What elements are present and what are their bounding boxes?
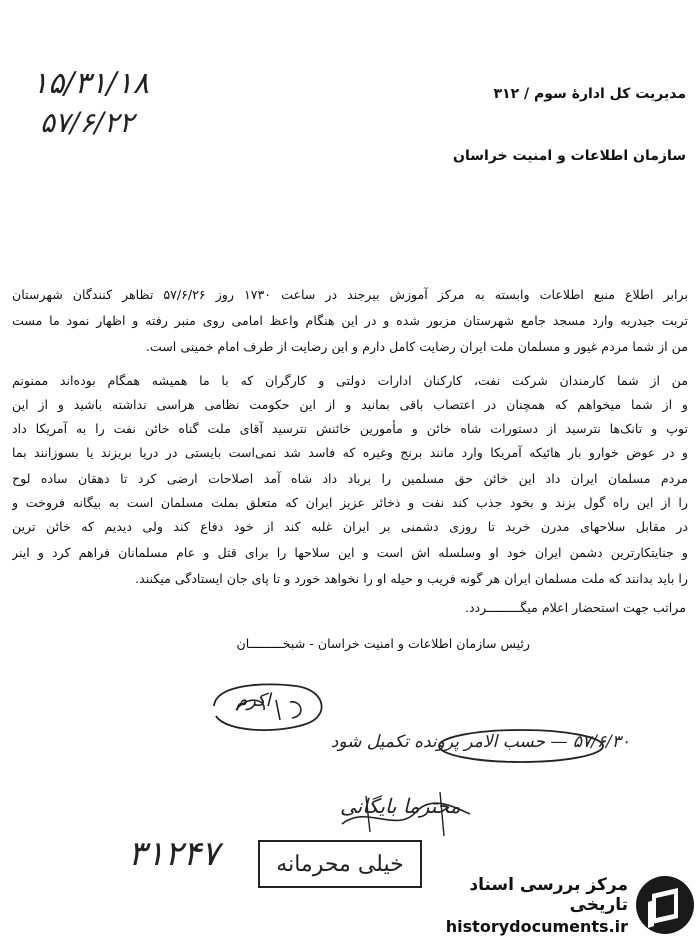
sender-line: سازمان اطلاعات و امنیت خراسان bbox=[453, 148, 686, 164]
body-line: و جنایتکارترین دشمن ایران خود او وسلسله اش است و این سلاحها را برای قتل و عام مسلمانان فراهم کرد و اینر bbox=[12, 545, 688, 560]
watermark-url: historydocuments.ir bbox=[445, 916, 628, 936]
body-line: مردم مسلمان ایران داد این خائن حق مسلمین را برباد داد شاه آمد اصلاحات ارضی کرد تا دهقان ساده لوح bbox=[12, 471, 688, 486]
doc-number-line2: ۵۷/۶/۲۲ bbox=[40, 106, 135, 139]
body-line: برابر اطلاع منبع اطلاعات وابسته به مرکز آموزش بیرجند در ساعت ۱۷۳۰ روز ۵۷/۶/۲۶ تظاهر کنندگان شهرستان bbox=[12, 287, 688, 302]
handwritten-signature: محترما بایگانی bbox=[340, 794, 461, 818]
handwritten-note: ۵۷/۶/۳۰ — حسب الامر پرونده تکمیل شود bbox=[330, 732, 630, 752]
recipient-line: مدیریت کل ادارهٔ سوم / ۳۱۲ bbox=[493, 86, 686, 102]
body-line: تربت جیدریه وارد مسجد جامع شهرستان مزبور شده و در این هنگام واعظ امامی روی منبر رفته و اظهار نمود ما مست bbox=[12, 313, 688, 328]
body-line: و از شما میخواهم که همچنان در اعتصاب باقی بمانید و از این حکومت نظامی هراسی نداشته باشید و از این bbox=[12, 397, 688, 412]
body-line: در مقابل سلاحهای مدرن خرید تا روزی دشمنی بر ایران غلبه کند از خود دفاع کند ولی دیدیم که خائن ترین bbox=[12, 519, 688, 534]
archive-number: ۳۱۲۴۷ bbox=[128, 834, 220, 874]
watermark bbox=[414, 868, 700, 942]
body-line: من از شما کارمندان شرکت نفت، کارکنان ادارات دولتی و کارگران که با ما همیشه همگام بوده‌اند ممنونم bbox=[12, 373, 688, 388]
closing-line: مراتب جهت استحضار اعلام میگـــــــــردد. bbox=[464, 600, 686, 615]
signature-title: رئیس سازمان اطلاعات و امنیت خراسان - شبخـــــــــان bbox=[236, 636, 530, 651]
body-line: توپ و تانک‌ها نترسید از دستورات شاه خائن و مأمورین خائنش نترسید آقای ملت گناه خائن نفت را به آمریکا داد bbox=[12, 421, 688, 436]
stamp-text: خیلی محرمانه bbox=[276, 851, 404, 877]
body-line: را باید بدانند که ملت مسلمان ایران هر گونه فریب و حیله او را نخواهد خورد و تا پای جان ایستادگی میکنند. bbox=[135, 571, 688, 586]
archive-logo-icon bbox=[634, 874, 696, 936]
classification-stamp bbox=[258, 840, 422, 888]
body-line: را از این راه گول بزند و بخود جذب کند نفت و ذخائر عزیز ایران که متعلق بملت مسلمان است به بیگانه فروخت و bbox=[12, 495, 688, 510]
signature-flourish-icon bbox=[336, 784, 476, 844]
initial-text: اکرم bbox=[236, 690, 271, 711]
doc-number-line1: ۱۵/۳۱/۱۸ bbox=[32, 66, 149, 101]
watermark-title: مرکز بررسی اسناد تاریخی bbox=[469, 874, 628, 915]
initial-scribble-icon bbox=[206, 676, 336, 736]
body-line: من از شما مردم غیور و مسلمان ملت ایران رضایت کامل دارم و این رضایت از طرف امام خمینی است. bbox=[145, 339, 688, 354]
body-line: و در عوض خوارو بار هائیکه آمریکا وارد مانند برنج وغیره که فاسد شد نمی‌است بایستی در دریا بریزند یا بسوزانند بما bbox=[12, 445, 688, 460]
